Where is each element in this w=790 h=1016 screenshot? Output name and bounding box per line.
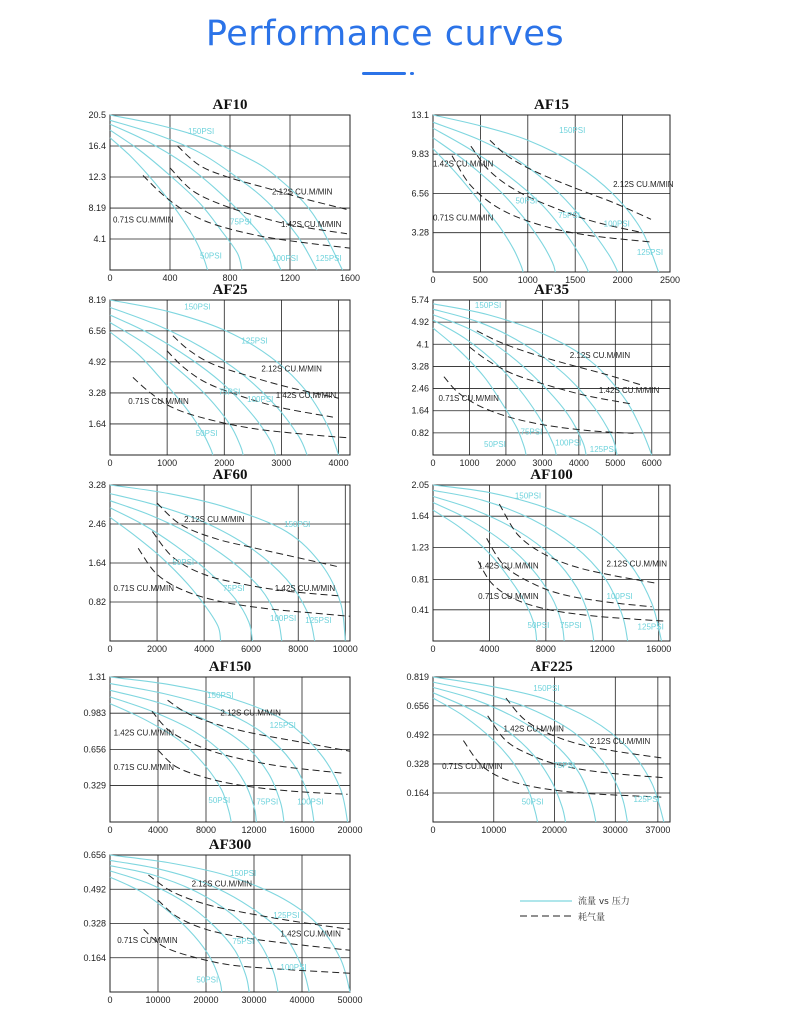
y-tick-label: 12.3 <box>88 172 106 182</box>
chart-af150 <box>83 659 362 835</box>
y-tick-label: 9.83 <box>411 149 429 160</box>
chart-title: AF25 <box>212 282 248 298</box>
consumption-label: 0.71S CU.M/MIN <box>128 396 189 406</box>
chart-title: AF10 <box>212 97 248 113</box>
y-tick-label: 0.81 <box>411 574 429 585</box>
x-tick-label: 6000 <box>241 644 262 654</box>
pressure-label: 150PSI <box>184 302 211 312</box>
y-tick-label: 5.74 <box>411 295 429 305</box>
y-tick-label: 2.05 <box>411 480 429 490</box>
x-tick-label: 12000 <box>241 825 267 835</box>
pressure-label: 50PSI <box>172 557 195 567</box>
flow-curve <box>433 693 566 822</box>
y-tick-label: 1.64 <box>88 418 106 429</box>
y-tick-label: 3.28 <box>88 387 106 398</box>
y-tick-label: 0.492 <box>83 884 106 895</box>
flow-curve <box>433 677 664 822</box>
consumption-label: 1.42S CU.M/MIN <box>433 159 494 169</box>
y-tick-label: 0.328 <box>406 758 429 769</box>
y-tick-label: 1.64 <box>411 511 429 522</box>
y-tick-label: 0.492 <box>406 729 429 740</box>
consumption-curve <box>143 176 350 249</box>
y-tick-label: 3.28 <box>88 480 106 490</box>
x-tick-label: 1600 <box>339 273 361 283</box>
y-tick-label: 1.64 <box>411 405 429 416</box>
x-tick-label: 0 <box>107 825 113 835</box>
x-tick-label: 10000 <box>481 825 507 835</box>
x-tick-label: 50000 <box>337 995 363 1005</box>
y-tick-label: 0.983 <box>83 708 106 719</box>
x-tick-label: 20000 <box>337 825 363 835</box>
consumption-label: 1.42S CU.M/MIN <box>113 728 175 738</box>
chart-af10 <box>88 97 360 283</box>
y-tick-label: 0.329 <box>83 780 106 791</box>
x-tick-label: 4000 <box>147 825 169 835</box>
pressure-label: 150PSI <box>207 691 234 701</box>
y-tick-label: 1.31 <box>88 672 106 682</box>
consumption-label: 1.42S CU.M/MIN <box>478 561 539 571</box>
consumption-label: 1.42S CU.M/MIN <box>280 929 341 939</box>
pressure-label: 100PSI <box>297 797 324 807</box>
x-tick-label: 0 <box>107 995 113 1005</box>
x-tick-label: 0 <box>430 458 436 468</box>
chart-af60 <box>88 467 357 654</box>
y-tick-label: 1.23 <box>411 542 429 553</box>
x-tick-label: 4000 <box>328 458 349 468</box>
pressure-label: 125PSI <box>273 910 300 920</box>
consumption-label: 1.42S CU.M/MIN <box>274 584 336 594</box>
consumption-label: 0.71S CU.M/MIN <box>438 393 499 403</box>
x-tick-label: 2000 <box>214 458 235 468</box>
x-tick-label: 800 <box>222 273 238 283</box>
x-tick-label: 1200 <box>279 273 301 283</box>
pressure-label: 100PSI <box>606 592 633 602</box>
pressure-label: 100PSI <box>280 963 307 973</box>
chart-title: AF15 <box>534 97 569 113</box>
consumption-label: 1.42S CU.M/MIN <box>275 391 337 401</box>
consumption-label: 1.42S CU.M/MIN <box>503 724 564 734</box>
x-tick-label: 2000 <box>612 275 633 285</box>
x-tick-label: 0 <box>107 273 113 283</box>
x-tick-label: 400 <box>162 273 178 283</box>
x-tick-label: 4000 <box>479 644 500 654</box>
x-tick-label: 4000 <box>194 644 215 654</box>
x-tick-label: 8000 <box>535 644 556 654</box>
y-tick-label: 0.656 <box>83 850 106 860</box>
consumption-label: 0.71S CU.M/MIN <box>442 761 503 771</box>
y-tick-label: 2.46 <box>411 383 429 394</box>
pressure-label: 50PSI <box>200 251 222 261</box>
y-tick-label: 0.164 <box>406 787 429 798</box>
x-tick-label: 20000 <box>193 995 219 1005</box>
y-tick-label: 1.64 <box>88 558 106 568</box>
x-tick-label: 0 <box>430 275 436 285</box>
pressure-label: 150PSI <box>533 683 560 693</box>
x-tick-label: 16000 <box>646 644 672 654</box>
x-tick-label: 37000 <box>645 825 671 835</box>
x-tick-label: 500 <box>472 275 488 285</box>
legend-flow-label: 流量 vs 压力 <box>578 897 630 907</box>
pressure-label: 100PSI <box>272 253 299 263</box>
chart-af100 <box>411 467 671 654</box>
consumption-label: 1.42S CU.M/MIN <box>598 385 660 395</box>
consumption-label: 2.12S CU.M/MIN <box>261 364 322 374</box>
x-tick-label: 12000 <box>589 644 615 654</box>
x-tick-label: 0 <box>107 644 113 654</box>
consumption-label: 2.12S CU.M/MIN <box>569 350 631 360</box>
y-tick-label: 0.819 <box>406 672 429 682</box>
x-tick-label: 8000 <box>288 644 309 654</box>
y-tick-label: 0.41 <box>411 604 429 615</box>
y-tick-label: 20.5 <box>88 110 106 120</box>
consumption-label: 2.12S CU.M/MIN <box>606 559 667 569</box>
y-tick-label: 13.1 <box>411 110 429 120</box>
pressure-label: 100PSI <box>555 438 582 448</box>
flow-curve <box>110 508 252 641</box>
pressure-label: 150PSI <box>474 300 502 310</box>
pressure-label: 125PSI <box>305 615 332 625</box>
pressure-label: 100PSI <box>247 395 274 405</box>
x-tick-label: 0 <box>430 644 436 654</box>
consumption-label: 2.12S CU.M/MIN <box>184 515 245 525</box>
flow-curve <box>433 687 596 822</box>
y-tick-label: 0.656 <box>83 744 106 755</box>
pressure-label: 75PSI <box>230 217 252 227</box>
y-tick-label: 0.656 <box>406 700 429 711</box>
pressure-label: 50PSI <box>521 797 544 807</box>
y-tick-label: 16.4 <box>88 141 106 151</box>
consumption-label: 0.71S CU.M/MIN <box>113 215 174 225</box>
pressure-label: 75PSI <box>553 761 576 771</box>
consumption-curve <box>452 156 651 242</box>
consumption-label: 1.42S CU.M/MIN <box>281 219 342 229</box>
pressure-label: 75PSI <box>218 387 241 397</box>
y-tick-label: 4.1 <box>416 339 429 350</box>
y-tick-label: 6.56 <box>88 325 106 336</box>
plot-frame <box>433 300 670 455</box>
y-tick-label: 0.82 <box>88 597 106 607</box>
chart-title: AF150 <box>208 659 252 675</box>
pressure-label: 150PSI <box>188 126 215 136</box>
y-tick-label: 0.82 <box>411 427 429 438</box>
x-tick-label: 2500 <box>659 275 681 285</box>
x-tick-label: 2000 <box>147 644 168 654</box>
legend-consumption-label: 耗气量 <box>578 913 606 923</box>
chart-title: AF225 <box>530 659 573 675</box>
x-tick-label: 20000 <box>542 825 568 835</box>
legend <box>520 895 630 923</box>
y-tick-label: 2.46 <box>88 519 106 529</box>
pressure-label: 75PSI <box>558 211 580 221</box>
x-tick-label: 1000 <box>157 458 178 468</box>
x-tick-label: 1500 <box>565 275 586 285</box>
pressure-label: 50PSI <box>484 439 506 449</box>
flow-curve <box>433 510 537 641</box>
consumption-label: 0.71S CU.M/MIN <box>113 584 174 594</box>
y-tick-label: 4.92 <box>411 317 429 328</box>
x-tick-label: 10000 <box>145 995 171 1005</box>
y-tick-label: 6.56 <box>411 188 429 199</box>
pressure-label: 150PSI <box>230 869 257 879</box>
x-tick-label: 16000 <box>289 825 315 835</box>
x-tick-label: 4000 <box>568 458 589 468</box>
pressure-label: 75PSI <box>256 797 279 807</box>
x-tick-label: 1000 <box>459 458 480 468</box>
chart-af15 <box>411 97 680 285</box>
consumption-label: 0.71S CU.M/MIN <box>433 213 494 223</box>
y-tick-label: 3.28 <box>411 361 429 372</box>
y-tick-label: 4.92 <box>88 356 106 367</box>
consumption-label: 2.12S CU.M/MIN <box>613 179 674 189</box>
pressure-label: 50PSI <box>527 621 550 631</box>
pressure-label: 100PSI <box>270 614 297 624</box>
pressure-label: 125PSI <box>633 795 660 805</box>
y-tick-label: 0.164 <box>83 952 106 963</box>
y-tick-label: 3.28 <box>411 227 429 238</box>
chart-af35 <box>411 282 670 468</box>
chart-title: AF35 <box>534 282 569 298</box>
chart-af225 <box>406 659 670 835</box>
consumption-curve <box>158 750 348 794</box>
consumption-label: 0.71S CU.M/MIN <box>117 935 178 945</box>
pressure-label: 125PSI <box>241 336 268 346</box>
x-tick-label: 3000 <box>532 458 553 468</box>
flow-curve <box>110 138 208 270</box>
flow-curve <box>110 130 242 270</box>
pressure-label: 75PSI <box>520 427 543 437</box>
y-tick-label: 8.19 <box>88 295 106 305</box>
pressure-label: 50PSI <box>515 196 538 206</box>
pressure-label: 75PSI <box>232 936 255 946</box>
consumption-curve <box>152 708 344 773</box>
pressure-label: 50PSI <box>196 975 219 985</box>
y-tick-label: 4.1 <box>93 234 106 244</box>
pressure-label: 150PSI <box>284 519 311 529</box>
consumption-label: 2.12S CU.M/MIN <box>272 187 333 197</box>
chart-title: AF100 <box>530 467 573 483</box>
x-tick-label: 30000 <box>241 995 267 1005</box>
x-tick-label: 1000 <box>517 275 538 285</box>
x-tick-label: 5000 <box>605 458 626 468</box>
consumption-label: 2.12S CU.M/MIN <box>220 708 281 718</box>
x-tick-label: 3000 <box>271 458 292 468</box>
pressure-label: 150PSI <box>514 491 542 501</box>
y-tick-label: 8.19 <box>88 203 106 214</box>
pressure-label: 75PSI <box>559 621 582 631</box>
pressure-label: 150PSI <box>559 125 586 135</box>
consumption-label: 2.12S CU.M/MIN <box>191 879 253 889</box>
pressure-label: 125PSI <box>637 622 664 632</box>
consumption-curve <box>167 351 333 417</box>
y-tick-label: 0.328 <box>83 918 106 929</box>
consumption-curve <box>138 548 350 616</box>
plot-frame <box>110 300 350 455</box>
pressure-label: 125PSI <box>589 444 617 454</box>
pressure-label: 125PSI <box>315 253 342 263</box>
pressure-label: 100PSI <box>603 219 630 229</box>
pressure-label: 50PSI <box>195 429 218 439</box>
x-tick-label: 40000 <box>289 995 315 1005</box>
page-title: Performance curves <box>205 14 565 54</box>
consumption-label: 0.71S CU.M/MIN <box>478 592 539 602</box>
pressure-label: 125PSI <box>269 720 296 730</box>
pressure-label: 125PSI <box>636 248 664 258</box>
consumption-label: 2.12S CU.M/MIN <box>589 737 651 747</box>
chart-af25 <box>88 282 350 468</box>
pressure-label: 75PSI <box>222 584 245 594</box>
chart-title: AF300 <box>208 837 252 853</box>
pressure-label: 50PSI <box>208 796 231 806</box>
x-tick-label: 6000 <box>641 458 662 468</box>
x-tick-label: 10000 <box>332 644 358 654</box>
x-tick-label: 0 <box>430 825 436 835</box>
x-tick-label: 30000 <box>602 825 628 835</box>
x-tick-label: 0 <box>107 458 113 468</box>
chart-title: AF60 <box>212 467 248 483</box>
x-tick-label: 2000 <box>495 458 516 468</box>
chart-af300 <box>83 837 362 1005</box>
x-tick-label: 8000 <box>195 825 217 835</box>
consumption-label: 0.71S CU.M/MIN <box>113 762 175 772</box>
